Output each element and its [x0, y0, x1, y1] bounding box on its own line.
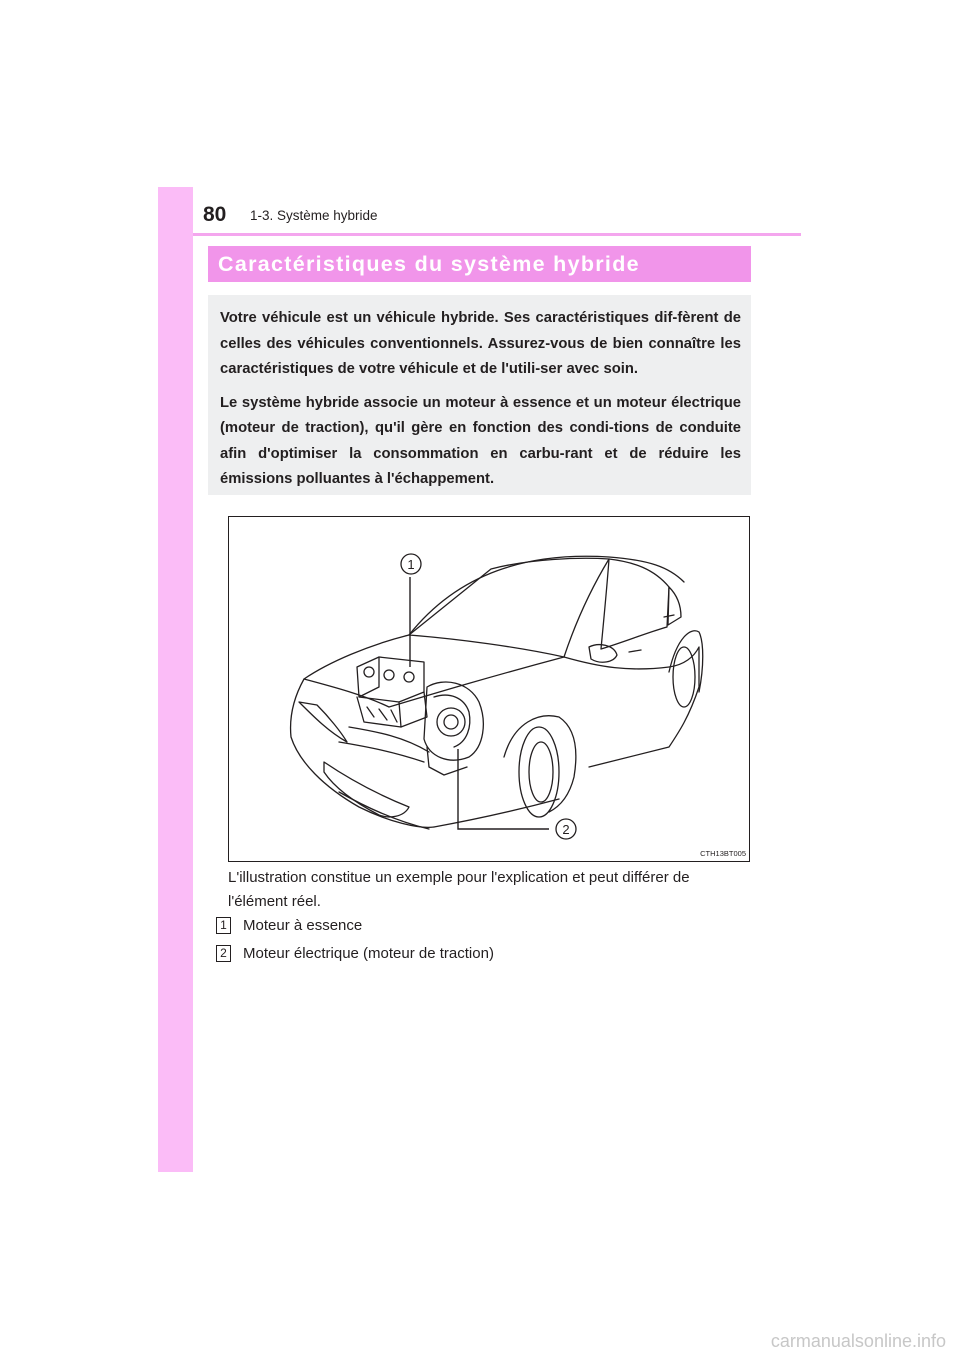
legend-number-2: 2: [216, 945, 231, 962]
body-side: [564, 647, 699, 767]
legend-number-1: 1: [216, 917, 231, 934]
callout-2: [556, 819, 576, 839]
intro-paragraph-2: Le système hybride associe un moteur à essence et un moteur électrique (moteur de traction), qu'il gère en fonction des condi-tions de conduite afin d'optimiser la consommation en carbu-rant et de réduire les émissions polluantes à l'échappement.: [220, 394, 741, 487]
lower-intake: [339, 792, 429, 829]
section-title-bar: [208, 246, 751, 282]
motor-block: [424, 682, 483, 775]
callout-1-label: 1: [407, 557, 415, 572]
grille: [324, 762, 409, 817]
footer-watermark: carmanualsonline.info: [770, 1331, 946, 1351]
section-label: 1-3. Système hybride: [250, 208, 378, 223]
figure-code: CTH13BT005: [700, 849, 746, 858]
headlight: [299, 702, 347, 742]
windshield: [409, 558, 609, 657]
callout-1: [401, 554, 421, 574]
figure-caption: L'illustration constitue un exemple pour l'explication et peut différer de l'élément réel.: [228, 869, 690, 910]
callout-2-label: 2: [562, 822, 570, 837]
hybrid-car-illustration: [228, 516, 750, 862]
hood: [304, 635, 564, 707]
front-wheel-arch: [504, 716, 576, 812]
rocker: [434, 799, 559, 827]
intro-box: [208, 295, 751, 495]
chapter-side-tab: [158, 187, 193, 1172]
section-title: Caractéristiques du système hybride: [218, 251, 640, 276]
intro-paragraph-1: Votre véhicule est un véhicule hybride. Ses caractéristiques dif-fèrent de celles des véhicules conventionnels. Assurez-vous de bien connaître les caractéristiques de votre véhicule et de l'utili-ser avec soin.: [220, 310, 741, 377]
side-mirror: [589, 645, 617, 663]
legend-item-1: [216, 915, 362, 935]
header-rule: [193, 233, 801, 236]
legend-label-1: Moteur à essence: [243, 916, 363, 934]
legend-item-2: [216, 943, 494, 963]
page-number: 80: [203, 203, 227, 226]
side-window: [601, 559, 669, 649]
car-drawing: [229, 517, 749, 861]
rear-wheel: [673, 647, 695, 707]
legend-label-2: Moteur électrique (moteur de traction): [243, 944, 494, 962]
engine-block: [357, 657, 427, 727]
rear-window: [668, 587, 681, 625]
